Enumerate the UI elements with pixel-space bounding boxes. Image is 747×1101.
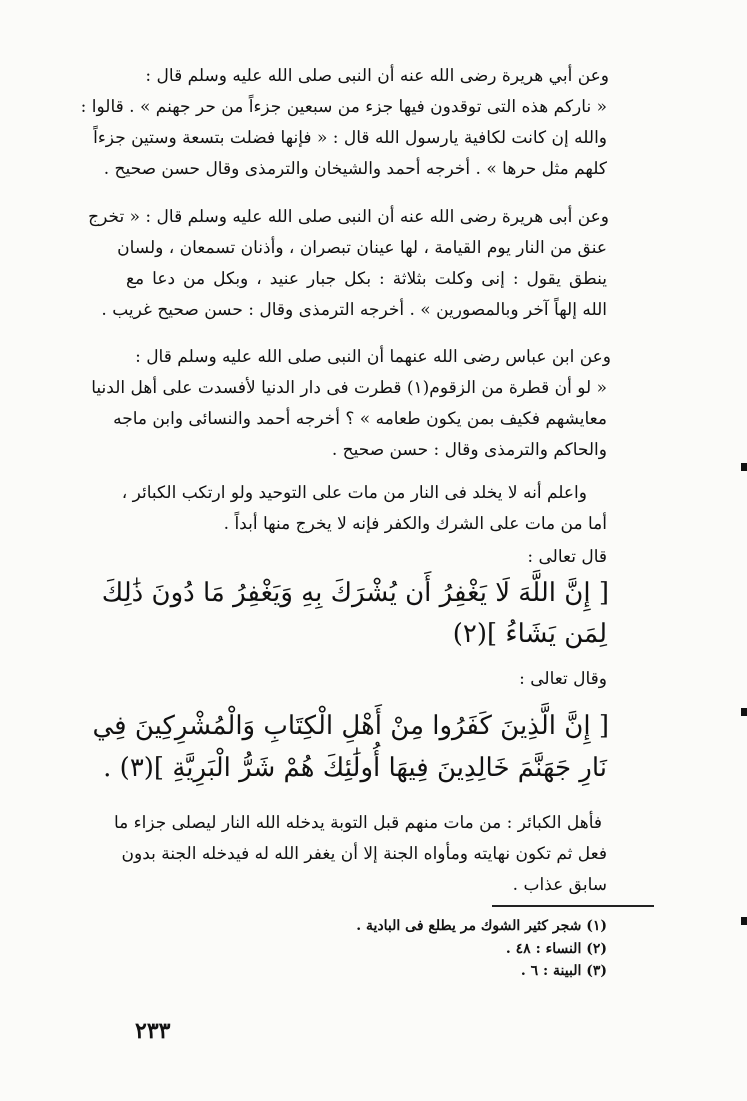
- text-line: وعن أبى هريرة رضى الله عنه أن النبى صلى الله عليه وسلم قال : « تخرج: [88, 207, 609, 227]
- quran-verse: نَارِ جَهَنَّمَ خَالِدِينَ فِيهَا أُولَٰئِكَ هُمْ شَرُّ الْبَرِيَّةِ ](٣) .: [103, 753, 607, 783]
- text-line: « ناركم هذه التى توقدون فيها جزء من سبعين جزءاً من حر جهنم » . قالوا :: [80, 97, 607, 117]
- text-line: وعن ابن عباس رضى الله عنهما أن النبى صلى الله عليه وسلم قال :: [135, 347, 611, 367]
- text-line: معايشهم فكيف بمن يكون طعامه » ؟ أخرجه أحمد والنسائى وابن ماجه: [113, 409, 607, 429]
- text-line: وقال تعالى :: [519, 669, 607, 689]
- text-line: أما من مات على الشرك والكفر فإنه لا يخرج منها أبداً .: [223, 514, 607, 534]
- text-line: « لو أن قطرة من الزقوم(١) قطرت فى دار الدنيا لأفسدت على أهل الدنيا: [91, 378, 607, 398]
- scan-edge-mark: [741, 917, 747, 925]
- quran-verse: لِمَن يَشَاءُ ](٢): [452, 619, 607, 649]
- footnote: (١) شجر كثير الشوك مر يطلع فى البادية .: [356, 918, 607, 934]
- text-line: ينطق يقول : إنى وكلت بثلاثة : بكل جبار عنيد ، وبكل من دعا مع: [126, 269, 607, 289]
- footnote: (٣) البينة : ٦ .: [520, 963, 607, 979]
- text-line: عنق من النار يوم القيامة ، لها عينان تبصران ، وأذنان تسمعان ، ولسان: [117, 238, 607, 258]
- text-line: وعن أبي هريرة رضى الله عنه أن النبى صلى الله عليه وسلم قال :: [145, 66, 609, 86]
- footnote: (٢) النساء : ٤٨ .: [505, 941, 607, 957]
- text-line: سابق عذاب .: [512, 875, 607, 895]
- page-number: ٢٣٣: [135, 1018, 171, 1044]
- text-line: والحاكم والترمذى وقال : حسن صحيح .: [331, 440, 607, 460]
- quran-verse: [ إِنَّ الَّذِينَ كَفَرُوا مِنْ أَهْلِ الْكِتَابِ وَالْمُشْرِكِينَ فِي: [92, 711, 609, 741]
- text-line: والله إن كانت لكافية يارسول الله قال : « فإنها فضلت بتسعة وستين جزءاً: [93, 128, 607, 148]
- scan-edge-mark: [741, 708, 747, 716]
- quran-verse: [ إِنَّ اللَّهَ لَا يَغْفِرُ أَن يُشْرَكَ بِهِ وَيَغْفِرُ مَا دُونَ ذَٰلِكَ: [101, 578, 609, 608]
- text-line: فعل ثم تكون نهايته ومأواه الجنة إلا أن يغفر الله له فيدخله الجنة بدون: [121, 844, 607, 864]
- scan-edge-mark: [741, 463, 747, 471]
- text-line: كلهم مثل حرها » . أخرجه أحمد والشيخان والترمذى وقال حسن صحيح .: [103, 159, 607, 179]
- text-line: قال تعالى :: [527, 547, 607, 567]
- text-line: الله إلهاً آخر وبالمصورين » . أخرجه الترمذى وقال : حسن صحيح غريب .: [101, 300, 607, 320]
- text-line: واعلم أنه لا يخلد فى النار من مات على التوحيد ولو ارتكب الكبائر ،: [121, 483, 587, 503]
- text-line: فأهل الكبائر : من مات منهم قبل التوبة يدخله الله النار ليصلى جزاء ما: [113, 813, 602, 833]
- footnote-divider: [492, 905, 654, 907]
